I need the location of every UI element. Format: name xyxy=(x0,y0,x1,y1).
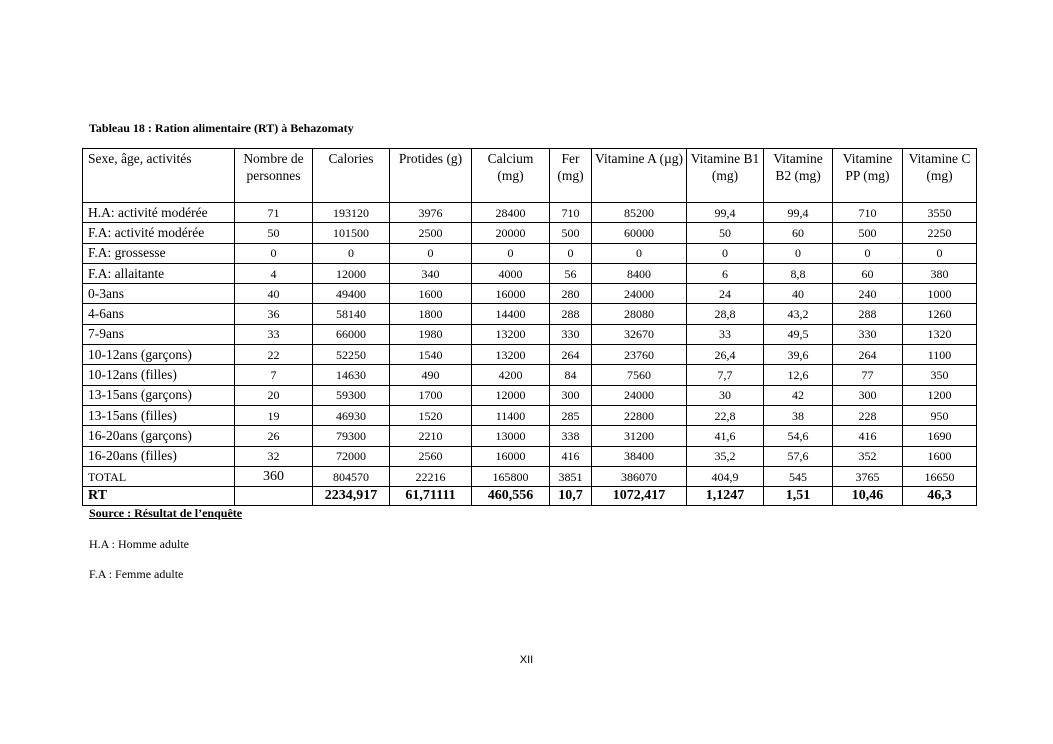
table-cell: 33 xyxy=(687,324,764,344)
table-header-row xyxy=(83,149,977,203)
source-label: Source : xyxy=(89,506,132,520)
row-label: TOTAL xyxy=(83,466,235,486)
table-cell: 10,7 xyxy=(550,487,592,506)
table-cell: 1072,417 xyxy=(592,487,687,506)
column-header: Calories xyxy=(313,149,390,203)
table-cell: 804570 xyxy=(313,466,390,486)
table-cell: 0 xyxy=(764,243,833,263)
table-cell: 288 xyxy=(550,304,592,324)
table-cell: 285 xyxy=(550,405,592,425)
table-cell: 360 xyxy=(235,466,313,486)
table-cell: 1100 xyxy=(903,345,977,365)
abbreviation-note: F.A : Femme adulte xyxy=(89,567,184,581)
table-cell: 33 xyxy=(235,324,313,344)
table-cell: 240 xyxy=(833,284,903,304)
table-cell: 24 xyxy=(687,284,764,304)
column-header: Vitamine PP (mg) xyxy=(833,149,903,203)
table-row xyxy=(83,446,977,466)
source-text: Résultat de l’enquête xyxy=(131,506,243,520)
table-cell: 71 xyxy=(235,203,313,223)
table-cell: 0 xyxy=(550,243,592,263)
row-label: 13-15ans (filles) xyxy=(83,405,235,425)
table-cell: 14400 xyxy=(472,304,550,324)
table-cell: 16000 xyxy=(472,284,550,304)
table-cell: 13000 xyxy=(472,426,550,446)
table-total-row xyxy=(83,466,977,486)
table-cell: 2234,917 xyxy=(313,487,390,506)
table-cell: 8400 xyxy=(592,263,687,283)
table-cell: 79300 xyxy=(313,426,390,446)
table-cell: 49400 xyxy=(313,284,390,304)
table-row xyxy=(83,223,977,243)
table-cell: 99,4 xyxy=(764,203,833,223)
table-cell: 2500 xyxy=(390,223,472,243)
table-cell: 38400 xyxy=(592,446,687,466)
row-label: 16-20ans (garçons) xyxy=(83,426,235,446)
table-cell: 60 xyxy=(833,263,903,283)
table-cell: 72000 xyxy=(313,446,390,466)
table-cell: 13200 xyxy=(472,345,550,365)
table-cell: 228 xyxy=(833,405,903,425)
table-cell: 58140 xyxy=(313,304,390,324)
table-row xyxy=(83,345,977,365)
table-cell: 22800 xyxy=(592,405,687,425)
table-cell: 20000 xyxy=(472,223,550,243)
table-cell: 1000 xyxy=(903,284,977,304)
row-label: RT xyxy=(83,487,235,506)
table-cell: 84 xyxy=(550,365,592,385)
table-cell: 3765 xyxy=(833,466,903,486)
row-label: 10-12ans (garçons) xyxy=(83,345,235,365)
table-cell: 8,8 xyxy=(764,263,833,283)
table-cell: 1320 xyxy=(903,324,977,344)
row-label: 7-9ans xyxy=(83,324,235,344)
table-cell: 710 xyxy=(833,203,903,223)
abbreviation-note: H.A : Homme adulte xyxy=(89,537,189,551)
table-cell: 7,7 xyxy=(687,365,764,385)
table-cell: 32 xyxy=(235,446,313,466)
row-label: 16-20ans (filles) xyxy=(83,446,235,466)
table-row xyxy=(83,304,977,324)
row-label: 4-6ans xyxy=(83,304,235,324)
row-label: 13-15ans (garçons) xyxy=(83,385,235,405)
table-cell: 3976 xyxy=(390,203,472,223)
table-cell: 165800 xyxy=(472,466,550,486)
table-cell: 710 xyxy=(550,203,592,223)
table-cell: 0 xyxy=(313,243,390,263)
table-cell: 1,51 xyxy=(764,487,833,506)
table-cell: 0 xyxy=(592,243,687,263)
table-cell: 1,1247 xyxy=(687,487,764,506)
table-cell: 416 xyxy=(833,426,903,446)
table-cell: 46930 xyxy=(313,405,390,425)
table-cell: 12,6 xyxy=(764,365,833,385)
table-cell xyxy=(235,487,313,506)
table-cell: 2250 xyxy=(903,223,977,243)
table-cell: 7560 xyxy=(592,365,687,385)
table-cell: 16650 xyxy=(903,466,977,486)
table-cell: 19 xyxy=(235,405,313,425)
table-cell: 300 xyxy=(550,385,592,405)
table-cell: 28,8 xyxy=(687,304,764,324)
table-cell: 2560 xyxy=(390,446,472,466)
table-cell: 22216 xyxy=(390,466,472,486)
table-cell: 330 xyxy=(833,324,903,344)
table-cell: 288 xyxy=(833,304,903,324)
row-label: F.A: activité modérée xyxy=(83,223,235,243)
table-cell: 12000 xyxy=(313,263,390,283)
row-label: 0-3ans xyxy=(83,284,235,304)
table-cell: 1200 xyxy=(903,385,977,405)
table-cell: 24000 xyxy=(592,284,687,304)
table-cell: 28400 xyxy=(472,203,550,223)
table-cell: 0 xyxy=(903,243,977,263)
table-cell: 38 xyxy=(764,405,833,425)
table-cell: 26,4 xyxy=(687,345,764,365)
table-cell: 59300 xyxy=(313,385,390,405)
table-cell: 264 xyxy=(550,345,592,365)
table-body xyxy=(83,203,977,506)
column-header: Fer (mg) xyxy=(550,149,592,203)
table-cell: 49,5 xyxy=(764,324,833,344)
table-cell: 14630 xyxy=(313,365,390,385)
table-cell: 32670 xyxy=(592,324,687,344)
table-cell: 60000 xyxy=(592,223,687,243)
table-caption: Tableau 18 : Ration alimentaire (RT) à Behazomaty xyxy=(89,121,354,135)
table-cell: 52250 xyxy=(313,345,390,365)
table-cell: 13200 xyxy=(472,324,550,344)
table-cell: 193120 xyxy=(313,203,390,223)
table-cell: 42 xyxy=(764,385,833,405)
table-cell: 57,6 xyxy=(764,446,833,466)
table-cell: 380 xyxy=(903,263,977,283)
table-cell: 40 xyxy=(235,284,313,304)
table-row xyxy=(83,426,977,446)
table-cell: 7 xyxy=(235,365,313,385)
table-cell: 500 xyxy=(550,223,592,243)
table-cell: 0 xyxy=(833,243,903,263)
table-cell: 66000 xyxy=(313,324,390,344)
table-cell: 6 xyxy=(687,263,764,283)
table-cell: 11400 xyxy=(472,405,550,425)
table-cell: 41,6 xyxy=(687,426,764,446)
table-cell: 12000 xyxy=(472,385,550,405)
table-cell: 20 xyxy=(235,385,313,405)
table-cell: 4 xyxy=(235,263,313,283)
table-row xyxy=(83,405,977,425)
table-cell: 4000 xyxy=(472,263,550,283)
table-row xyxy=(83,263,977,283)
table-row xyxy=(83,203,977,223)
table-cell: 0 xyxy=(687,243,764,263)
table-cell: 99,4 xyxy=(687,203,764,223)
table-cell: 16000 xyxy=(472,446,550,466)
table-cell: 3550 xyxy=(903,203,977,223)
table-cell: 0 xyxy=(390,243,472,263)
table-cell: 1260 xyxy=(903,304,977,324)
column-header: Vitamine B2 (mg) xyxy=(764,149,833,203)
table-cell: 85200 xyxy=(592,203,687,223)
table-row xyxy=(83,324,977,344)
table-cell: 1540 xyxy=(390,345,472,365)
table-cell: 22 xyxy=(235,345,313,365)
table-cell: 300 xyxy=(833,385,903,405)
table-cell: 1520 xyxy=(390,405,472,425)
table-cell: 56 xyxy=(550,263,592,283)
table-cell: 280 xyxy=(550,284,592,304)
column-header: Nombre de personnes xyxy=(235,149,313,203)
table-cell: 24000 xyxy=(592,385,687,405)
table-row xyxy=(83,284,977,304)
column-header: Vitamine B1 (mg) xyxy=(687,149,764,203)
table-cell: 10,46 xyxy=(833,487,903,506)
table-cell: 1690 xyxy=(903,426,977,446)
table-cell: 23760 xyxy=(592,345,687,365)
ration-table xyxy=(82,148,977,506)
table-cell: 101500 xyxy=(313,223,390,243)
column-header: Sexe, âge, activités xyxy=(83,149,235,203)
table-cell: 30 xyxy=(687,385,764,405)
column-header: Vitamine C (mg) xyxy=(903,149,977,203)
table-cell: 39,6 xyxy=(764,345,833,365)
table-row xyxy=(83,365,977,385)
column-header: Vitamine A (µg) xyxy=(592,149,687,203)
table-cell: 264 xyxy=(833,345,903,365)
table-cell: 404,9 xyxy=(687,466,764,486)
table-cell: 54,6 xyxy=(764,426,833,446)
table-cell: 43,2 xyxy=(764,304,833,324)
table-row xyxy=(83,385,977,405)
table-cell: 1980 xyxy=(390,324,472,344)
table-cell: 35,2 xyxy=(687,446,764,466)
table-cell: 1600 xyxy=(390,284,472,304)
page-number: XII xyxy=(519,654,534,666)
table-cell: 0 xyxy=(235,243,313,263)
table-cell: 50 xyxy=(687,223,764,243)
table-cell: 26 xyxy=(235,426,313,446)
table-cell: 4200 xyxy=(472,365,550,385)
column-header: Calcium (mg) xyxy=(472,149,550,203)
table-cell: 386070 xyxy=(592,466,687,486)
table-cell: 1700 xyxy=(390,385,472,405)
table-cell: 1600 xyxy=(903,446,977,466)
table-cell: 500 xyxy=(833,223,903,243)
table-cell: 950 xyxy=(903,405,977,425)
table-cell: 28080 xyxy=(592,304,687,324)
table-cell: 460,556 xyxy=(472,487,550,506)
table-cell: 22,8 xyxy=(687,405,764,425)
table-cell: 416 xyxy=(550,446,592,466)
table-cell: 350 xyxy=(903,365,977,385)
table-row xyxy=(83,243,977,263)
source-line xyxy=(89,506,242,521)
table-cell: 3851 xyxy=(550,466,592,486)
table-cell: 545 xyxy=(764,466,833,486)
row-label: F.A: allaitante xyxy=(83,263,235,283)
table-cell: 50 xyxy=(235,223,313,243)
table-cell: 330 xyxy=(550,324,592,344)
table-cell: 340 xyxy=(390,263,472,283)
table-rt-row xyxy=(83,487,977,506)
row-label: H.A: activité modérée xyxy=(83,203,235,223)
table-cell: 77 xyxy=(833,365,903,385)
table-cell: 46,3 xyxy=(903,487,977,506)
table-cell: 2210 xyxy=(390,426,472,446)
table-cell: 338 xyxy=(550,426,592,446)
table-cell: 490 xyxy=(390,365,472,385)
table-cell: 1800 xyxy=(390,304,472,324)
table-cell: 36 xyxy=(235,304,313,324)
table-cell: 40 xyxy=(764,284,833,304)
table-cell: 61,71111 xyxy=(390,487,472,506)
table-cell: 31200 xyxy=(592,426,687,446)
table-cell: 352 xyxy=(833,446,903,466)
row-label: 10-12ans (filles) xyxy=(83,365,235,385)
row-label: F.A: grossesse xyxy=(83,243,235,263)
table-cell: 60 xyxy=(764,223,833,243)
column-header: Protides (g) xyxy=(390,149,472,203)
table-cell: 0 xyxy=(472,243,550,263)
